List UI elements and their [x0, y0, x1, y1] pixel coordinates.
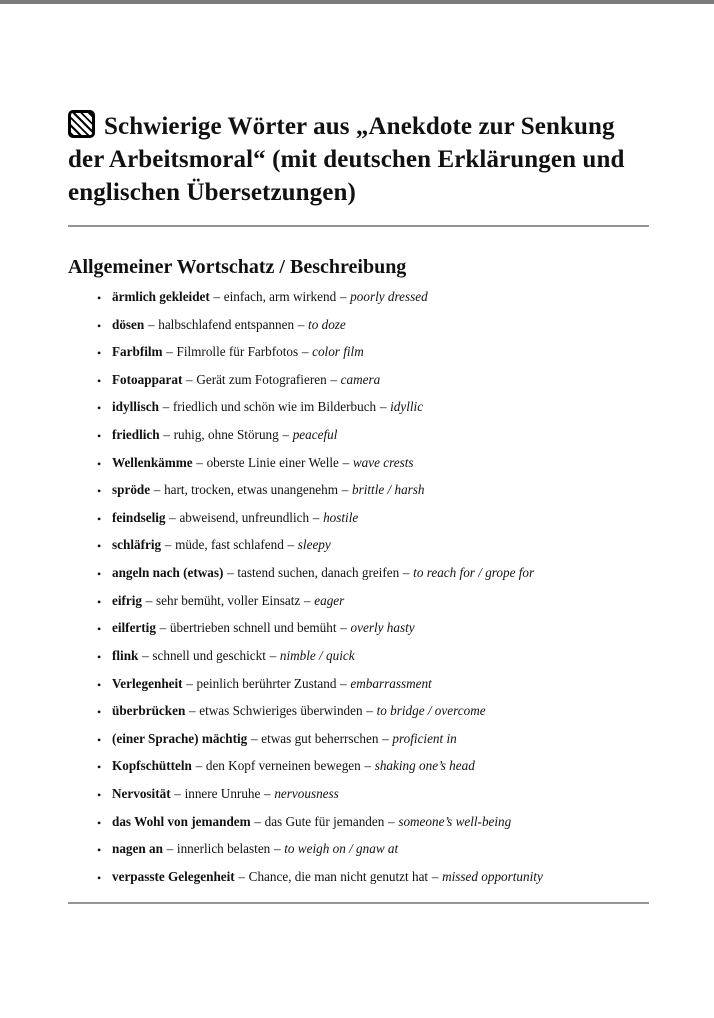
- vocab-translation: nimble / quick: [279, 647, 355, 663]
- vocab-term: spröde: [112, 482, 151, 498]
- vocab-term: Wellenkämme: [112, 454, 193, 470]
- vocab-list-item: [68, 676, 649, 704]
- separator-dash: –: [238, 868, 245, 884]
- bullet-icon: •: [97, 649, 102, 664]
- vocab-definition: etwas Schwieriges überwinden: [199, 703, 363, 719]
- vocab-definition: übertrieben schnell und bemüht: [169, 620, 337, 636]
- separator-dash: –: [269, 647, 277, 663]
- separator-dash: –: [169, 509, 176, 525]
- separator-dash: –: [213, 289, 221, 304]
- separator-dash: –: [342, 454, 350, 470]
- separator-dash: –: [162, 399, 170, 415]
- page-top-border: [0, 0, 714, 4]
- separator-dash: –: [227, 565, 234, 581]
- vocab-term: Nervosität: [112, 785, 171, 801]
- vocab-list-item: [68, 731, 649, 759]
- separator-dash: –: [339, 289, 347, 304]
- vocab-translation: to doze: [308, 316, 346, 332]
- separator-dash: –: [186, 675, 193, 691]
- separator-dash: –: [388, 813, 395, 829]
- separator-dash: –: [382, 730, 389, 746]
- vocab-definition: tastend suchen, danach greifen: [237, 565, 400, 581]
- bullet-icon: •: [97, 456, 102, 471]
- vocab-list-item: [68, 510, 649, 538]
- vocab-list-item: [68, 648, 649, 676]
- separator-dash: –: [186, 371, 193, 387]
- separator-dash: –: [312, 509, 320, 525]
- separator-dash: –: [303, 592, 311, 608]
- vocab-translation: idyllic: [390, 399, 424, 415]
- vocab-definition: einfach, arm wirkend: [223, 289, 337, 304]
- vocab-definition: das Gute für jemanden: [264, 813, 385, 829]
- vocab-term: verpasste Gelegenheit: [112, 868, 235, 884]
- vocab-list-item: [68, 786, 649, 814]
- vocab-term: ärmlich gekleidet: [112, 289, 210, 304]
- vocab-definition: sehr bemüht, voller Einsatz: [156, 592, 301, 608]
- vocab-list-item: [68, 399, 649, 427]
- separator-dash: –: [166, 344, 173, 360]
- bullet-icon: •: [97, 291, 102, 305]
- vocab-translation: wave crests: [352, 454, 414, 470]
- bullet-icon: •: [97, 511, 102, 526]
- vocab-list-item: [68, 869, 649, 897]
- vocab-translation: to weigh on / gnaw at: [284, 841, 399, 857]
- vocab-definition: müde, fast schlafend: [175, 537, 284, 553]
- separator-dash: –: [145, 592, 153, 608]
- bullet-icon: •: [97, 870, 102, 885]
- vocab-list-item: [68, 455, 649, 483]
- vocab-translation: missed opportunity: [442, 868, 543, 884]
- separator-dash: –: [159, 620, 167, 636]
- vocab-definition: hart, trocken, etwas unangenehm: [164, 482, 339, 498]
- vocab-list-item: [68, 620, 649, 648]
- separator-dash: –: [340, 675, 347, 691]
- section-heading: Allgemeiner Wortschatz / Beschreibung: [68, 256, 407, 278]
- vocab-term: eifrig: [112, 592, 143, 608]
- vocab-term: friedlich: [112, 427, 160, 443]
- separator-dash: –: [330, 371, 337, 387]
- vocab-definition: Filmrolle für Farbfotos: [176, 344, 299, 360]
- vocab-term: feindselig: [112, 509, 166, 525]
- vocab-definition: innerlich belasten: [176, 841, 271, 857]
- bullet-icon: •: [97, 760, 102, 775]
- vocab-definition: friedlich und schön wie im Bilderbuch: [172, 399, 377, 415]
- bullet-icon: •: [97, 787, 102, 802]
- horizontal-rule-top: [68, 225, 649, 227]
- vocab-translation: peaceful: [292, 427, 338, 443]
- separator-dash: –: [250, 730, 258, 746]
- vocab-term: angeln nach (etwas): [112, 565, 224, 581]
- vocab-list-item: [68, 372, 649, 400]
- separator-dash: –: [287, 537, 295, 553]
- vocab-translation: poorly dressed: [350, 289, 428, 304]
- vocab-translation: to reach for / grope for: [413, 565, 535, 581]
- vocab-definition: innere Unruhe: [184, 785, 261, 801]
- separator-dash: –: [195, 758, 203, 774]
- vocab-translation: nervousness: [274, 785, 339, 801]
- bullet-icon: •: [97, 732, 102, 747]
- vocab-definition: Chance, die man nicht genutzt hat: [248, 868, 429, 884]
- vocab-list-item: [68, 289, 649, 317]
- separator-dash: –: [188, 703, 196, 719]
- vocab-term: idyllisch: [112, 399, 159, 415]
- separator-dash: –: [402, 565, 410, 581]
- vocab-translation: shaking one’s head: [374, 758, 475, 774]
- vocab-list: [68, 289, 649, 896]
- separator-dash: –: [297, 316, 305, 332]
- vocab-translation: proficient in: [392, 730, 457, 746]
- vocab-translation: overly hasty: [350, 620, 415, 636]
- vocab-term: Verlegenheit: [112, 675, 183, 691]
- vocab-list-item: [68, 593, 649, 621]
- separator-dash: –: [273, 841, 281, 857]
- vocab-translation: embarrassment: [350, 675, 432, 691]
- bullet-icon: •: [97, 594, 102, 609]
- vocab-definition: oberste Linie einer Welle: [206, 454, 339, 470]
- vocab-translation: brittle / harsh: [351, 482, 425, 498]
- separator-dash: –: [341, 482, 349, 498]
- vocab-list-item: [68, 758, 649, 786]
- separator-dash: –: [166, 841, 174, 857]
- separator-dash: –: [254, 813, 261, 829]
- bullet-icon: •: [97, 346, 102, 361]
- bullet-icon: •: [97, 843, 102, 858]
- separator-dash: –: [164, 537, 172, 553]
- bullet-icon: •: [97, 373, 102, 388]
- separator-dash: –: [174, 785, 181, 801]
- bullet-icon: •: [97, 401, 102, 416]
- bullet-icon: •: [97, 318, 102, 333]
- separator-dash: –: [147, 316, 155, 332]
- vocab-definition: Gerät zum Fotografieren: [196, 371, 327, 387]
- separator-dash: –: [379, 399, 387, 415]
- vocab-translation: to bridge / overcome: [376, 703, 486, 719]
- separator-dash: –: [364, 758, 372, 774]
- vocab-definition: peinlich berührter Zustand: [196, 675, 337, 691]
- document-title-text: Schwierige Wörter aus „Anekdote zur Senkung der Arbeitsmoral“ (mit deutschen Erklärungen und englischen Übersetzungen): [68, 113, 625, 206]
- separator-dash: –: [282, 427, 290, 443]
- vocab-translation: camera: [340, 371, 381, 387]
- vocab-translation: hostile: [323, 509, 359, 525]
- vocab-translation: sleepy: [297, 537, 331, 553]
- vocab-list-item: [68, 841, 649, 869]
- vocab-term: Kopfschütteln: [112, 758, 192, 774]
- bullet-icon: •: [97, 677, 102, 692]
- vocab-term: Farbfilm: [112, 344, 163, 360]
- separator-dash: –: [163, 427, 170, 443]
- vocab-definition: etwas gut beherrschen: [261, 730, 379, 746]
- vocab-list-item: [68, 344, 649, 372]
- separator-dash: –: [301, 344, 309, 360]
- bullet-icon: •: [97, 622, 102, 637]
- vocab-definition: ruhig, ohne Störung: [173, 427, 279, 443]
- bullet-icon: •: [97, 567, 102, 582]
- separator-dash: –: [196, 454, 203, 470]
- vocab-translation: eager: [314, 592, 345, 608]
- vocab-list-item: [68, 565, 649, 593]
- vocab-term: schläfrig: [112, 537, 162, 553]
- vocab-term: überbrücken: [112, 703, 186, 719]
- vocab-definition: halbschlafend entspannen: [158, 316, 295, 332]
- vocab-term: dösen: [112, 316, 145, 332]
- bullet-icon: •: [97, 484, 102, 499]
- vocab-list-item: [68, 482, 649, 510]
- document-title: [68, 110, 649, 209]
- vocab-list-item: [68, 814, 649, 842]
- hatched-square-icon: [68, 110, 95, 138]
- bullet-icon: •: [97, 815, 102, 830]
- vocab-term: eilfertig: [112, 620, 156, 636]
- vocab-list-item: [68, 537, 649, 565]
- separator-dash: –: [340, 620, 347, 636]
- separator-dash: –: [431, 868, 439, 884]
- vocab-term: flink: [112, 647, 139, 663]
- vocab-term: Fotoapparat: [112, 371, 183, 387]
- bullet-icon: •: [97, 705, 102, 720]
- vocab-list-item: [68, 703, 649, 731]
- separator-dash: –: [264, 785, 271, 801]
- separator-dash: –: [366, 703, 373, 719]
- vocab-list-item: [68, 427, 649, 455]
- horizontal-rule-bottom: [68, 902, 649, 904]
- vocab-term: nagen an: [112, 841, 163, 857]
- vocab-term: (einer Sprache) mächtig: [112, 730, 248, 746]
- vocab-definition: abweisend, unfreundlich: [179, 509, 310, 525]
- vocab-list-item: [68, 317, 649, 345]
- vocab-term: das Wohl von jemandem: [112, 813, 251, 829]
- vocab-translation: color film: [312, 344, 364, 360]
- separator-dash: –: [153, 482, 161, 498]
- vocab-definition: den Kopf verneinen bewegen: [205, 758, 361, 774]
- separator-dash: –: [142, 647, 149, 663]
- vocab-definition: schnell und geschickt: [152, 647, 266, 663]
- vocab-translation: someone’s well-being: [398, 813, 512, 829]
- bullet-icon: •: [97, 429, 102, 444]
- bullet-icon: •: [97, 539, 102, 554]
